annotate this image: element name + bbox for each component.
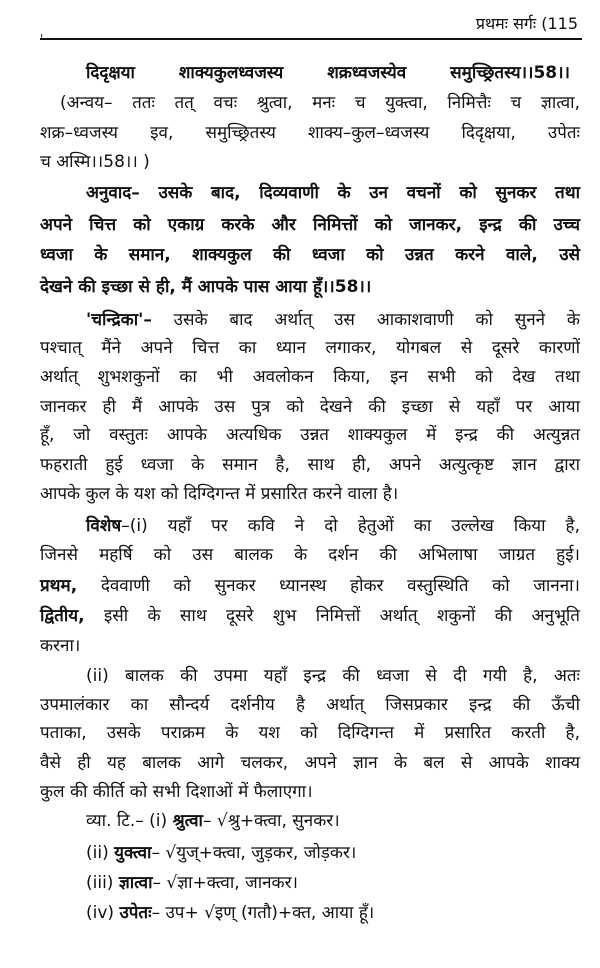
- text-line: अनुवाद– उसके बाद, दिव्यवाणी के उन वचनों को सुनकर तथा: [86, 183, 580, 203]
- text-line: 'चन्द्रिका'– उसके बाद अर्थात् उस आकाशवाणी को सुनने के: [86, 310, 580, 330]
- emphasis-term: युक्त्वा: [114, 843, 152, 863]
- header-rule: [40, 38, 582, 40]
- emphasis-term: 'चन्द्रिका'–: [86, 310, 152, 330]
- text-line: विशेष–(i) यहाँ पर कवि ने दो हेतुओं का उल्लेख किया है,: [86, 516, 580, 536]
- text-line: देखने की इच्छा से ही, मैं आपके पास आया हूँ।।58।।: [40, 277, 372, 297]
- text-line: (अन्वय– ततः तत् वचः श्रुत्वा, मनः च युक्त्वा, निमित्तैः च ज्ञात्वा,: [60, 93, 580, 113]
- emphasis-term: द्वितीय,: [40, 606, 85, 626]
- text-line: शक्र–ध्वजस्य इव, समुच्छ्रितस्य शाक्य–कुल–ध्वजस्य दिदृक्षया, उपेतः: [40, 123, 580, 143]
- text-line: ध्वजा के समान, शाक्यकुल की ध्वजा को उन्नत करने वाले, उसे: [40, 245, 580, 265]
- text-line: (ii) युक्त्वा– √युज्+क्त्वा, जुड़कर, जोड़कर।: [86, 843, 357, 863]
- text-line: प्रथम, देववाणी को सुनकर ध्यानस्थ होकर वस्तुस्थिति को जानना।: [40, 576, 580, 596]
- text-line: पश्चात् मैंने अपने चित्त का ध्यान लगाकर, योगबल से दूसरे कारणों: [40, 338, 580, 358]
- text-line: दिदृक्षया शाक्यकुलध्वजस्य शक्रध्वजस्येव समुच्छ्रितस्य।।58।।: [86, 63, 570, 83]
- emphasis-term: उपेतः: [119, 903, 152, 923]
- text-line: (iii) ज्ञात्वा– √ज्ञा+क्त्वा, जानकर।: [86, 873, 298, 893]
- text-line: जिनसे महर्षि को उस बालक के दर्शन की अभिलाषा जाग्रत हुई।: [40, 545, 580, 565]
- running-head: प्रथमः सर्गः (115: [475, 14, 578, 33]
- text-line: कुल की कीर्ति को सभी दिशाओं में फैलाएगा।: [40, 782, 313, 802]
- text-line: अपने चित्त को एकाग्र करके और निमित्तों को जानकर, इन्द्र की उच्च: [40, 215, 580, 235]
- text-line: उपमालंकार का सौन्दर्य दर्शनीय है अर्थात् जिसप्रकार इन्द्र की ऊँची: [40, 695, 580, 715]
- emphasis-term: विशेष: [86, 516, 122, 536]
- text-line: (iv) उपेतः– उप+ √इण् (गतौ)+क्त, आया हूँ।: [86, 903, 375, 923]
- emphasis-term: प्रथम,: [40, 576, 78, 596]
- text-line: व्या. टि.– (i) श्रुत्वा– √श्रु+क्त्वा, सुनकर।: [86, 811, 340, 831]
- text-line: फहराती हुई ध्वजा के समान है, साथ ही, अपने अत्युत्कृष्ट ज्ञान द्वारा: [40, 455, 580, 475]
- page-header: [38, 8, 578, 38]
- text-line: जानकर ही मैं आपके उस पुत्र को देखने की इच्छा से यहाँ पर आया: [40, 397, 580, 417]
- text-line: वैसे ही यह बालक आगे चलकर, अपने ज्ञान के बल से आपके शाक्य: [40, 753, 580, 773]
- emphasis-term: ज्ञात्वा: [118, 873, 153, 893]
- text-line: पताका, उसके पराक्रम के यश को दिग्दिगन्त में प्रसारित करती है,: [40, 723, 580, 743]
- text-line: आपके कुल के यश को दिग्दिगन्त में प्रसारित करने वाला है।: [40, 484, 399, 504]
- text-line: हूँ, जो वस्तुतः आपके अत्यधिक उन्नत शाक्यकुल में इन्द्र की अत्युन्नत: [40, 425, 580, 445]
- emphasis-term: श्रुत्वा: [172, 811, 203, 831]
- text-line: (ii) बालक की उपमा यहाँ इन्द्र की ध्वजा से दी गयी है, अतः: [86, 666, 580, 686]
- text-line: करना।: [40, 636, 81, 656]
- rule-mark: ': [40, 32, 44, 46]
- text-line: अर्थात् शुभशकुनों का भी अवलोकन किया, इन सभी को देख तथा: [40, 367, 580, 387]
- text-line: च अस्मि।।58।। ): [40, 152, 150, 172]
- text-line: द्वितीय, इसी के साथ दूसरे शुभ निमित्तों अर्थात् शकुनों की अनुभूति: [40, 606, 580, 626]
